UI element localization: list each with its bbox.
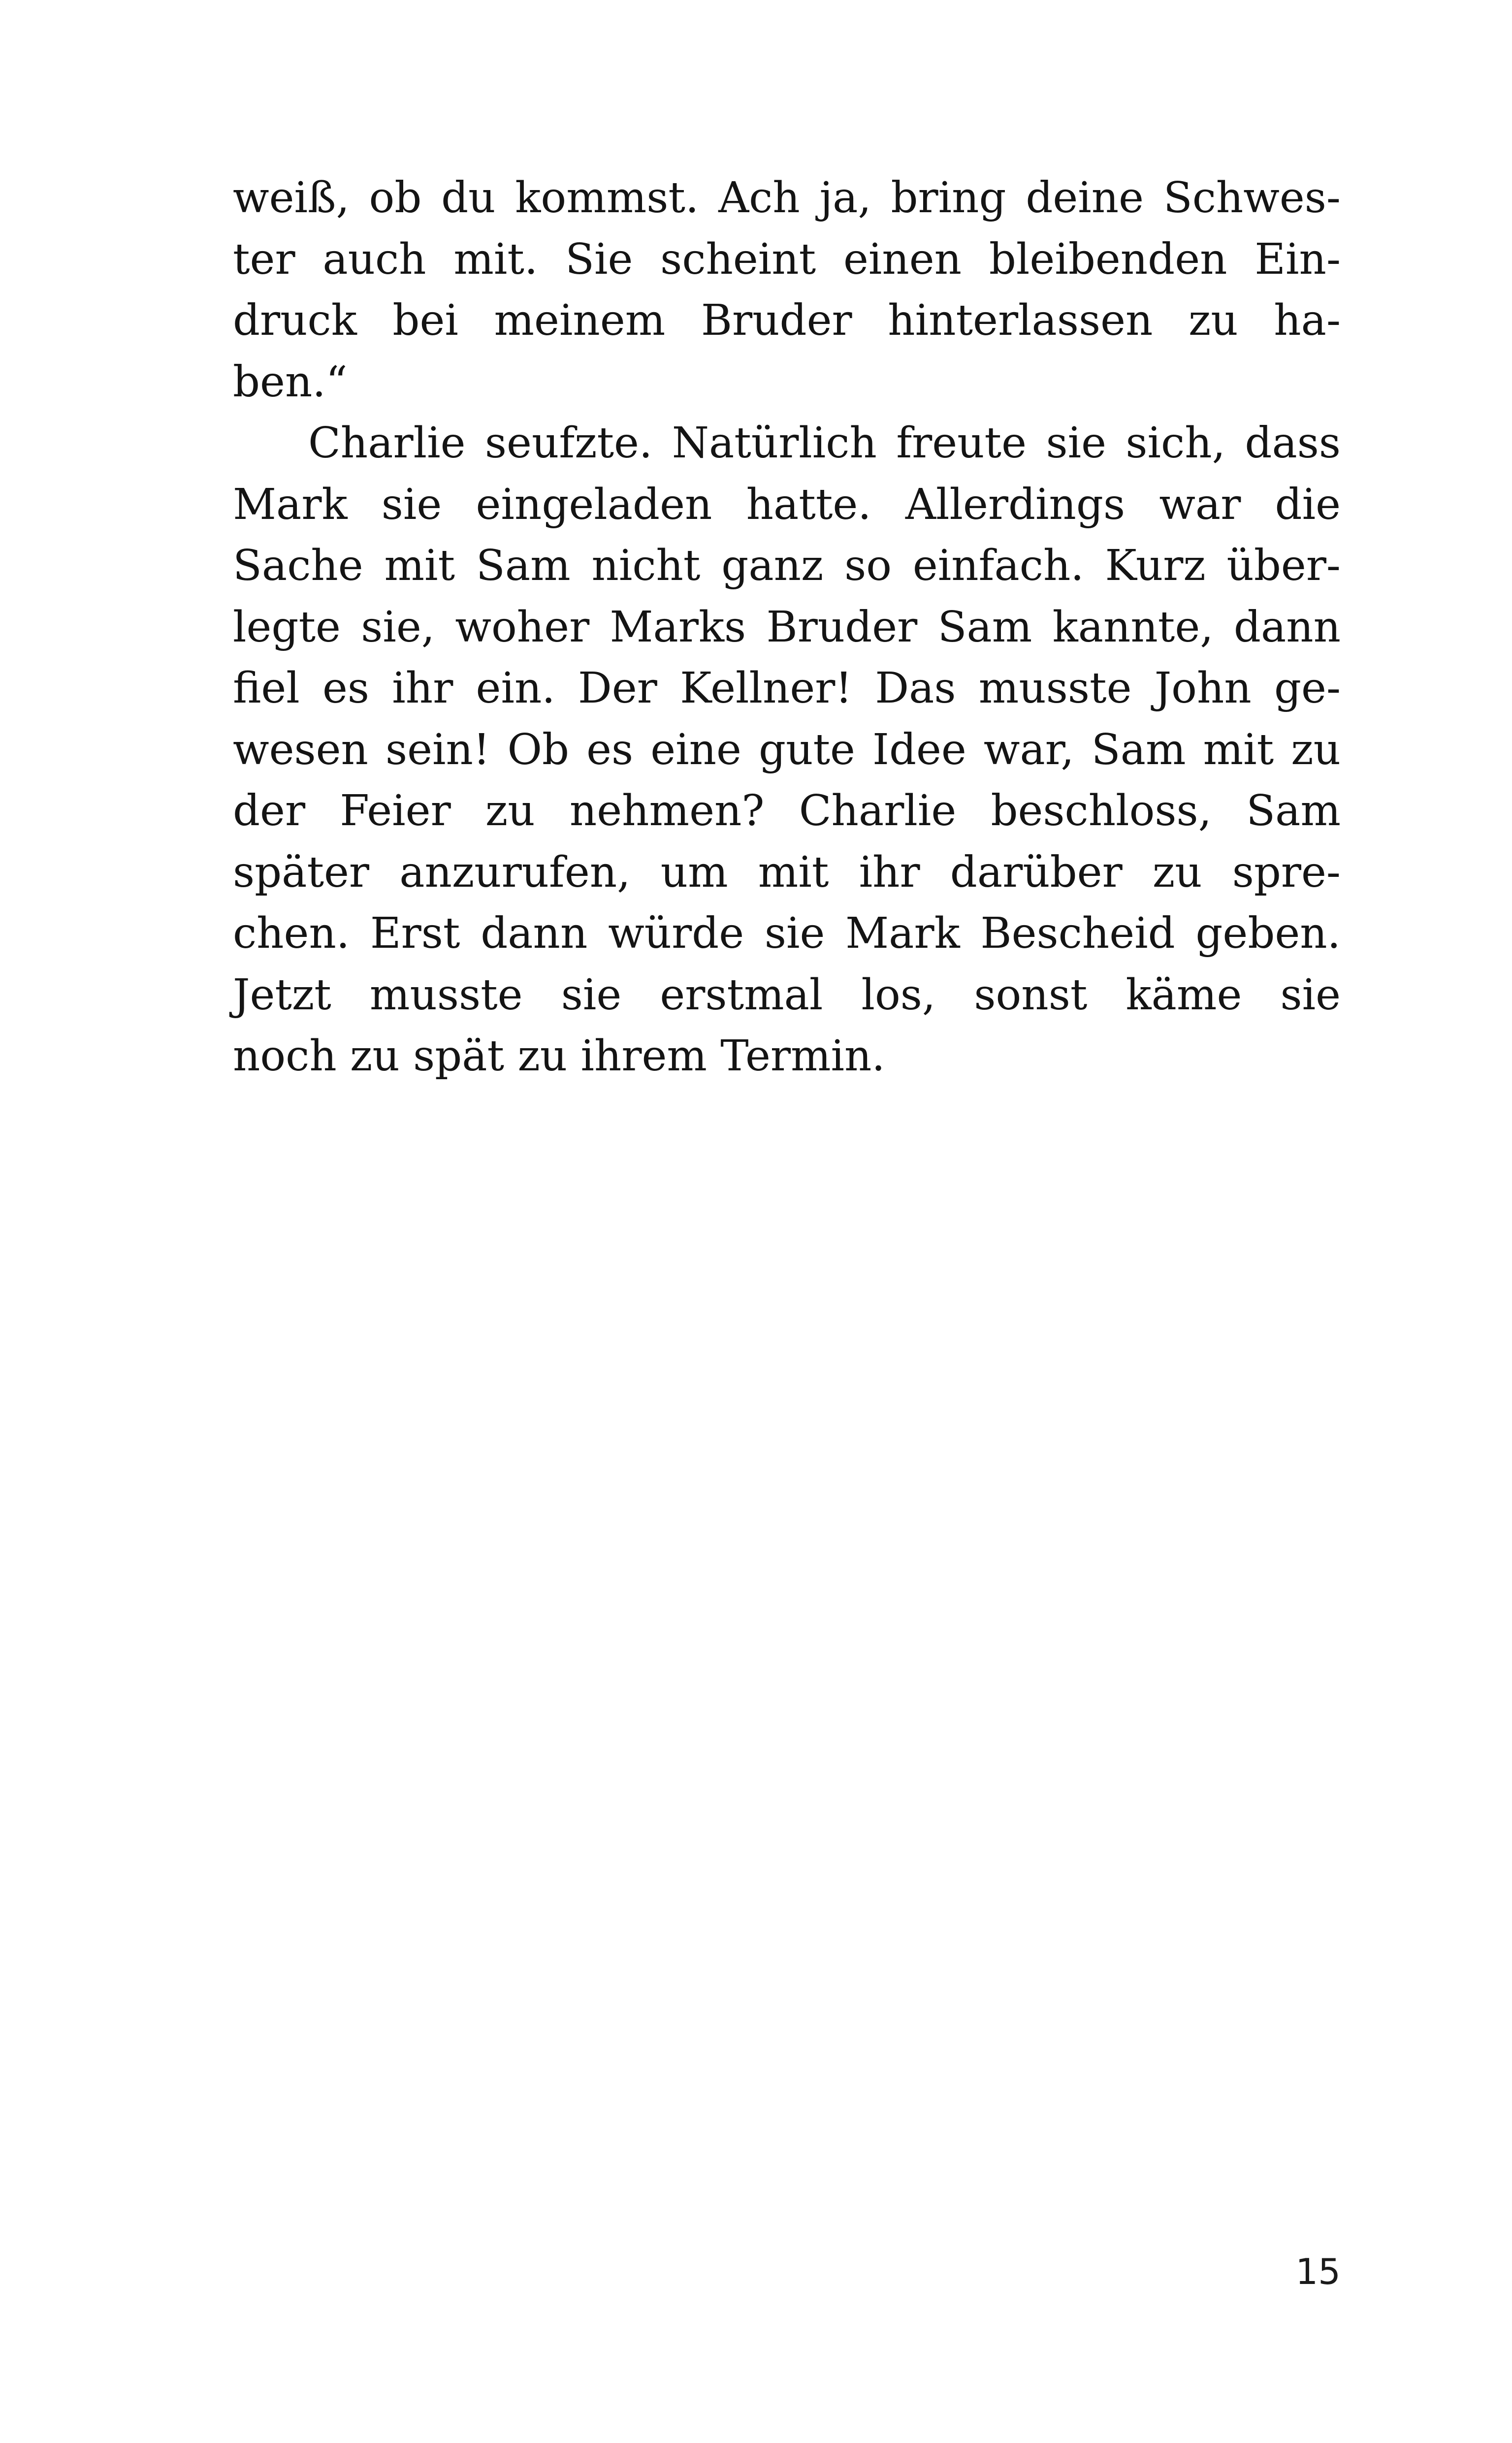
text-line: noch zu spät zu ihrem Termin. — [233, 1031, 885, 1081]
text-line: später anzurufen, um mit ihr darüber zu spre- — [233, 847, 1341, 897]
text-line: fiel es ihr ein. Der Kellner! Das musste John ge- — [233, 664, 1341, 713]
text-line: Charlie seufzte. Natürlich freute sie sich, dass — [308, 418, 1341, 468]
text-line: Jetzt musste sie erstmal los, sonst käme sie — [233, 970, 1341, 1020]
paragraph-2 — [233, 413, 1341, 1087]
page-number: 15 — [1295, 2251, 1341, 2292]
body-text — [233, 167, 1341, 1087]
text-line: wesen sein! Ob es eine gute Idee war, Sam mit zu — [233, 725, 1341, 774]
text-line: Mark sie eingeladen hatte. Allerdings war die — [233, 480, 1341, 529]
text-line: druck bei meinem Bruder hinterlassen zu ha- — [233, 296, 1341, 345]
text-line: ter auch mit. Sie scheint einen bleibenden Ein- — [233, 234, 1341, 284]
text-line: weiß, ob du kommst. Ach ja, bring deine Schwes- — [233, 173, 1341, 223]
text-line: der Feier zu nehmen? Charlie beschloss, Sam — [233, 786, 1341, 836]
paragraph-1 — [233, 167, 1341, 413]
text-line: chen. Erst dann würde sie Mark Bescheid geben. — [233, 909, 1341, 958]
text-line: legte sie, woher Marks Bruder Sam kannte, dann — [233, 602, 1341, 652]
text-line: ben.“ — [233, 357, 348, 407]
text-line: Sache mit Sam nicht ganz so einfach. Kurz über- — [233, 541, 1341, 590]
